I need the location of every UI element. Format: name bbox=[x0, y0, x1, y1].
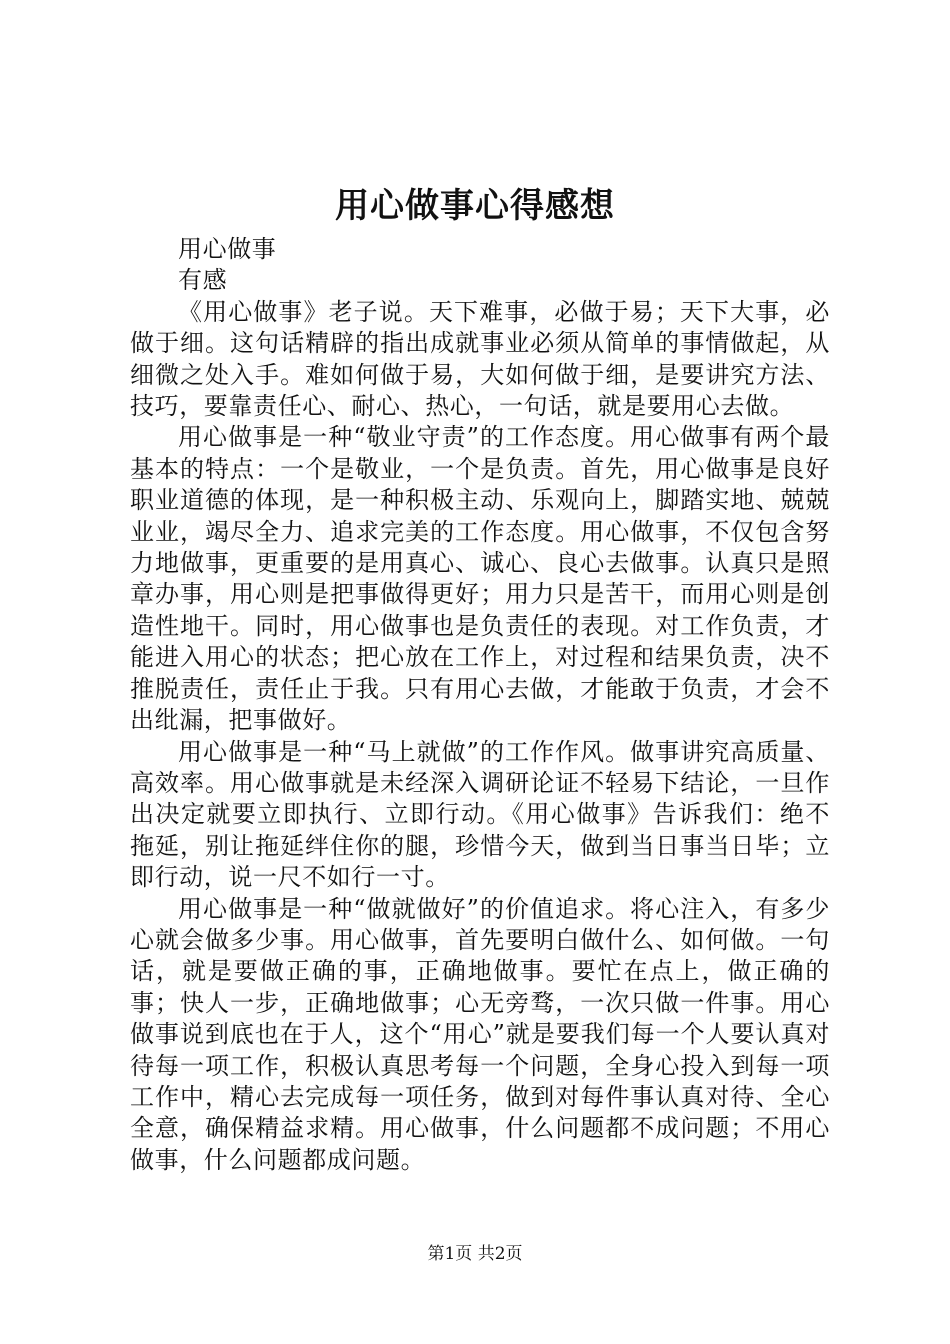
subtitle-line-1: 用心做事 bbox=[178, 235, 277, 263]
page-footer: 第1页 共2页 bbox=[427, 1244, 523, 1264]
paragraph-4: 用心做事是一种“做就做好”的价值追求。将心注入，有多少心就会做多少事。用心做事，首先要明白做什么、如何做。一句话，就是要做正确的事，正确地做事。要忙在点上，做正确的事；快人一步，正确地做事；心无旁骛，一次只做一件事。用心做事说到底也在于人，这个“用心”就是要我们每一个人要认真对待每一项工作，积极认真思考每一个问题，全身心投入到每一项工作中，精心去完成每一项任务，做到对每件事认真对待、全心全意，确保精益求精。用心做事，什么问题都不成问题；不用心做事，什么问题都成问题。 bbox=[130, 894, 830, 1174]
document-title: 用心做事心得感想 bbox=[335, 186, 615, 226]
subtitle-line-2: 有感 bbox=[178, 266, 228, 295]
paragraph-2: 用心做事是一种“敬业守责”的工作态度。用心做事有两个最基本的特点：一个是敬业，一个是负责。首先，用心做事是良好职业道德的体现，是一种积极主动、乐观向上，脚踏实地、兢兢业业，竭尽全力、追求完美的工作态度。用心做事，不仅包含努力地做事，更重要的是用真心、诚心、良心去做事。认真只是照章办事，用心则是把事做得更好；用力只是苦干，而用心则是创造性地干。同时，用心做事也是负责任的表现。对工作负责，才能进入用心的状态；把心放在工作上，对过程和结果负责，决不推脱责任，责任止于我。只有用心去做，才能敢于负责，才会不出纰漏，把事做好。 bbox=[130, 423, 830, 735]
document-body bbox=[130, 234, 830, 1176]
paragraph-3: 用心做事是一种“马上就做”的工作作风。做事讲究高质量、高效率。用心做事就是未经深入调研论证不轻易下结论，一旦作出决定就要立即执行、立即行动。《用心做事》告诉我们：绝不拖延，别让拖延绊住你的腿，珍惜今天，做到当日事当日毕；立即行动，说一尺不如行一寸。 bbox=[130, 737, 830, 892]
paragraph-1: 《用心做事》老子说。天下难事，必做于易；天下大事，必做于细。这句话精辟的指出成就事业必须从简单的事情做起，从细微之处入手。难如何做于易，大如何做于细，是要讲究方法、技巧，要靠责任心、耐心、热心，一句话，就是要用心去做。 bbox=[130, 297, 830, 421]
